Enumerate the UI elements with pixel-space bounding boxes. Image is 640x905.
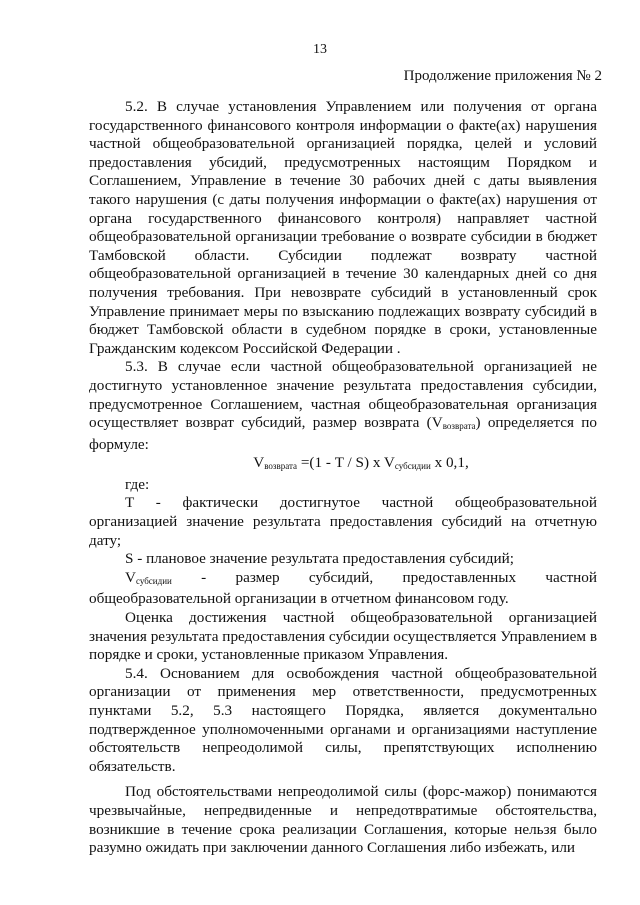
definition-s: S - плановое значение результата предоставления субсидий; bbox=[125, 550, 514, 568]
subscript-vozvrata: возврата bbox=[442, 421, 476, 432]
formula bbox=[89, 454, 597, 476]
document-body bbox=[89, 98, 597, 858]
formula-v1: V bbox=[253, 454, 265, 472]
formula-end: x 0,1, bbox=[430, 454, 469, 472]
paragraph-5-4: 5.4. Основанием для освобождения частной общеобразовательной организации от применения мер ответственности, предусмотренных пунктами 5.2, 5.3 настоящего Порядка, является документально подтвержденное уполномоченными органами и организациями наступление обстоятельств непреодолимой силы, препятствующих исполнению обязательств. bbox=[89, 664, 597, 775]
appendix-label: Продолжение приложения № 2 bbox=[403, 68, 602, 84]
spacer bbox=[89, 776, 597, 783]
paragraph-5-3-text: 5.3. В случае если частной общеобразовательной организацией не достигнуто установленное значение результата предоставления субсидии, предусмотренное Соглашением, частная общеобразовательная организация осуществляет возврат субсидий, размер возврата (V bbox=[89, 358, 597, 432]
formula-mid: =(1 - T / S) x V bbox=[297, 454, 395, 472]
formula-sub2: субсидии bbox=[394, 461, 431, 472]
paragraph-5-2: 5.2. В случае установления Управлением или получения от органа государственного финансового контроля информации о факте(ах) нарушения частной общеобразовательной организацией порядка, целей и условий предоставления убсидий, предусмотренных настоящим Порядком и Соглашением, Управление в течение 30 рабочих дней с даты выявления такого нарушения (с даты получения информации о факте(ах) нарушения от органа государственного финансового контроля) направляет частной общеобразовательной организации требование о возврате субсидии в бюджет Тамбовской области. Субсидии подлежат возврату частной общеобразовательной организацией в течение 30 календарных дней со дня получения требования. При невозврате субсидий в установленный срок Управление принимает меры по взысканию подлежащих возврату субсидий в бюджет Тамбовской области в судебном порядке в сроки, установленные Гражданским кодексом Российской Федерации . bbox=[89, 98, 597, 357]
where-label: где: bbox=[125, 475, 150, 493]
definition-v-letter: V bbox=[125, 568, 136, 586]
paragraph-5-3-tail: ) определяется по формуле: bbox=[89, 414, 597, 453]
page-number: 13 bbox=[313, 42, 327, 57]
assessment-paragraph: Оценка достижения частной общеобразовательной организацией значения результата предоставления субсидии осуществляется Управлением в порядке и сроки, установленные приказом Управления. bbox=[89, 609, 597, 664]
paragraph-5-3 bbox=[89, 358, 597, 454]
force-majeure-paragraph: Под обстоятельствами непреодолимой силы (форс-мажор) понимаются чрезвычайные, непредвиденные и непредотвратимые обстоятельства, возникшие в течение срока реализации Соглашения, которые нельзя было разумно ожидать при заключении данного Соглашения либо избежать, или bbox=[89, 783, 597, 857]
formula-sub1: возврата bbox=[264, 461, 298, 472]
definition-v-sub: субсидии bbox=[135, 575, 172, 586]
definition-v-text: - размер субсидий, предоставленных частной общеобразовательной организации в отчетном финансовом году. bbox=[89, 568, 597, 608]
definition-t: T - фактически достигнутое частной общеобразовательной организацией значение результата предоставления субсидий на отчетную дату; bbox=[89, 494, 597, 549]
definition-v bbox=[89, 569, 597, 609]
